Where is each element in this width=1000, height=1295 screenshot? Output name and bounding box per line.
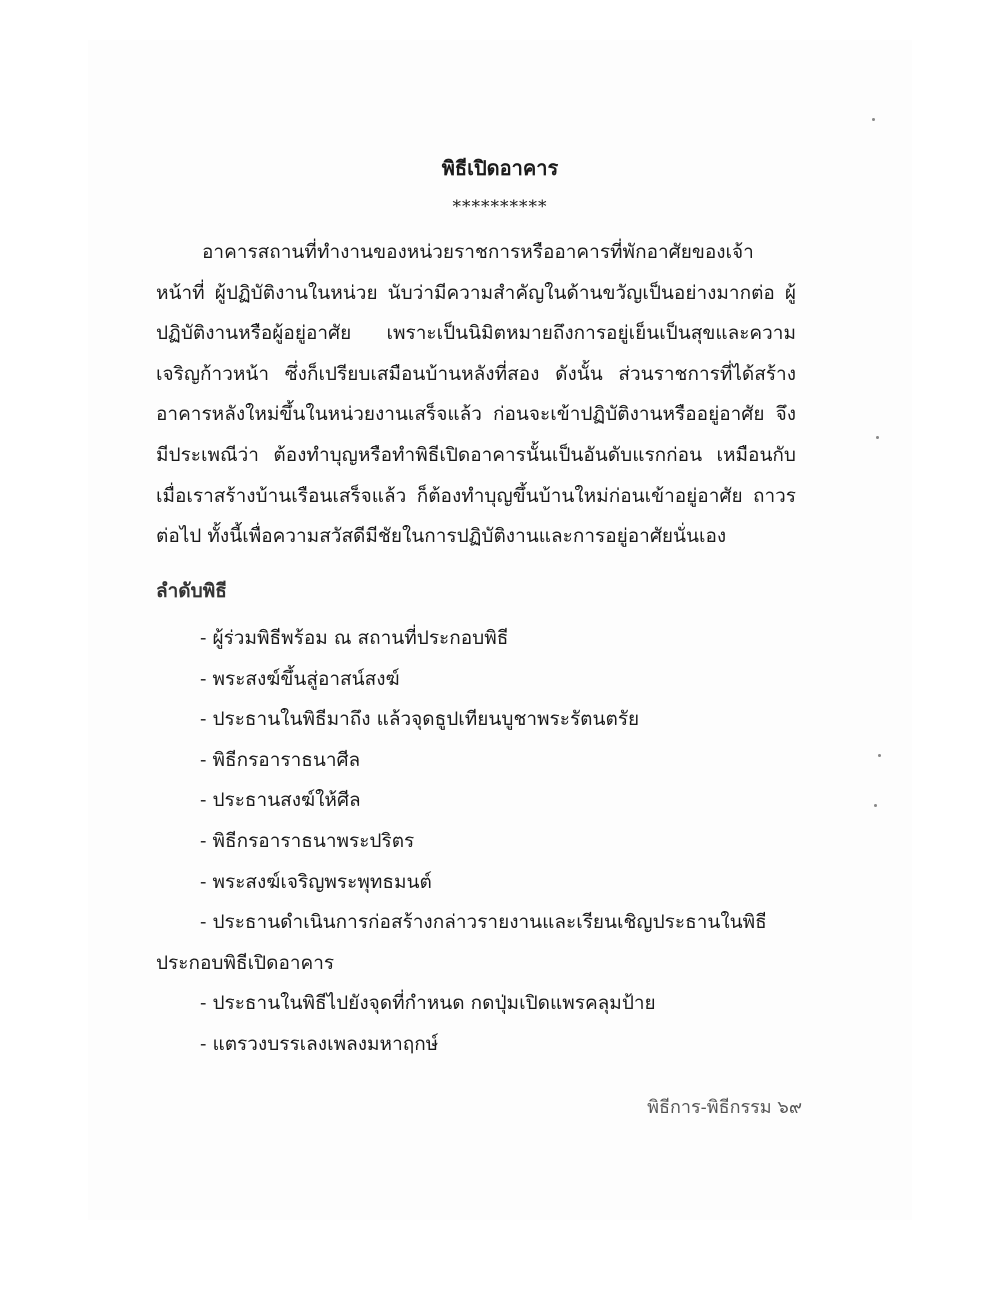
paragraph-line: ผู้ปฏิบัติงานในหน่วย นับว่ามีความสำคัญในด้านขวัญเป็นอย่างมากต่อ: [214, 281, 775, 304]
list-item: - พิธีกรอาราธนาพระปริตร: [200, 829, 415, 852]
section-heading: ลำดับพิธี: [156, 580, 227, 602]
list-item: - ประธานในพิธีไปยังจุดที่กำหนด กดปุ่มเปิดแพรคลุมป้าย: [200, 992, 656, 1015]
paragraph-line: ผู้ปฏิบัติงานหรือผู้อยู่อาศัย เพราะเป็นนิมิตหมายถึงการอยู่เย็นเป็นสุขและความ: [156, 281, 796, 345]
ceremony-steps-list: [156, 618, 800, 1065]
title-separator: **********: [452, 197, 548, 217]
list-item: - พิธีกรอาราธนาศีล: [200, 748, 361, 771]
page-footer: พิธีการ-พิธีกรรม ๖๙: [647, 1097, 802, 1118]
paragraph-line: จึงมีประเพณีว่า ต้องทำบุญหรือทำพิธีเปิดอาคารนั้นเป็นอันดับแรกก่อน: [156, 403, 796, 466]
paragraph-line: อาคารหลังใหม่ขึ้นในหน่วยงานเสร็จแล้ว ก่อนจะเข้าปฏิบัติงานหรืออยู่อาศัย: [156, 403, 765, 426]
list-item: - แตรวงบรรเลงเพลงมหาฤกษ์: [200, 1032, 439, 1055]
scan-speck: [876, 436, 879, 439]
paragraph-line: เหมือนกับเมื่อเราสร้างบ้านเรือนเสร็จแล้ว ก็ต้องทำบุญขึ้นบ้านใหม่ก่อนเข้าอยู่อาศัย: [156, 443, 796, 507]
list-item: - พระสงฆ์เจริญพระพุทธมนต์: [200, 870, 432, 893]
list-item: - ประธานดำเนินการก่อสร้างกล่าวรายงานและเรียนเชิญประธานในพิธี: [200, 911, 767, 934]
scan-speck: [878, 754, 881, 757]
list-item: - ผู้ร่วมพิธีพร้อม ณ สถานที่ประกอบพิธี: [200, 627, 509, 649]
paragraph-line: เจริญก้าวหน้า ซึ่งก็เปรียบเสมือนบ้านหลังที่สอง ดังนั้น ส่วนราชการที่ได้สร้าง: [156, 362, 796, 385]
intro-paragraph: [156, 232, 796, 557]
document-title: พิธีเปิดอาคาร: [441, 156, 559, 180]
list-item: - พระสงฆ์ขึ้นสู่อาสน์สงฆ์: [200, 667, 400, 690]
paragraph-line: ถาวรต่อไป ทั้งนี้เพื่อความสวัสดีมีชัยในการปฏิบัติงานและการอยู่อาศัยนั่นเอง: [156, 484, 796, 548]
list-item: - ประธานในพิธีมาถึง แล้วจุดธูปเทียนบูชาพระรัตนตรัย: [200, 708, 640, 731]
scan-speck: [874, 804, 877, 807]
list-item: - ประธานสงฆ์ให้ศีล: [200, 789, 361, 812]
list-item-continuation: ประกอบพิธีเปิดอาคาร: [156, 951, 335, 974]
paragraph-line: อาคารสถานที่ทำงานของหน่วยราชการหรืออาคารที่พักอาศัยของเจ้าหน้าที่: [156, 241, 754, 304]
scan-speck: [872, 118, 875, 121]
